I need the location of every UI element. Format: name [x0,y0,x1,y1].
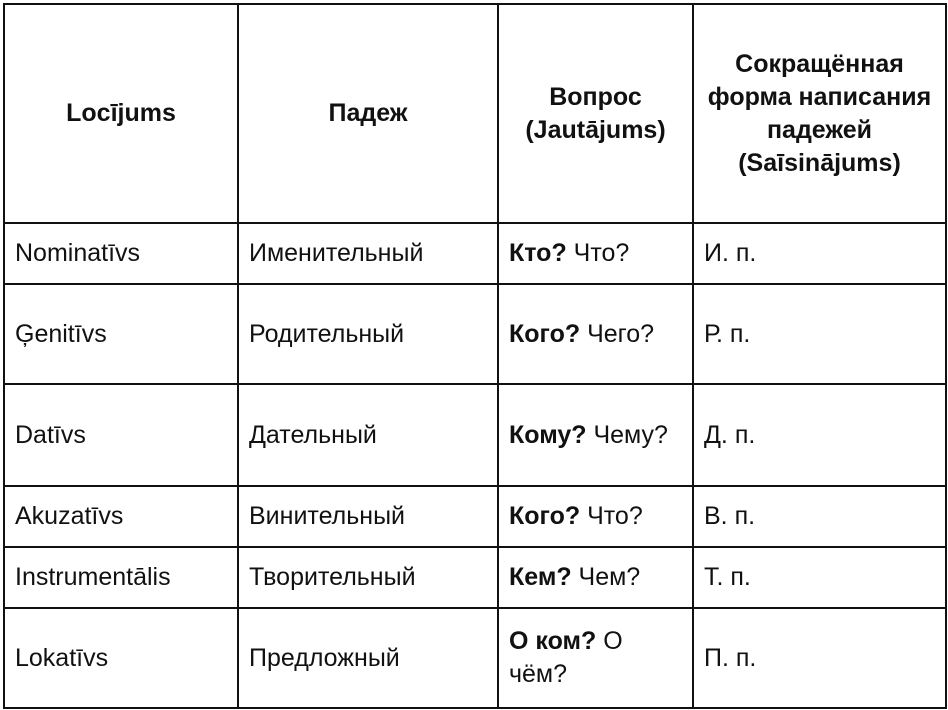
cell-question [498,384,693,486]
cell-lv: Nominatīvs [4,223,238,284]
cell-question [498,486,693,547]
table-row [4,223,946,284]
cell-abbr: П. п. [693,608,946,708]
cell-abbr: В. п. [693,486,946,547]
header-abbreviation: Сокращённая форма написания падежей (Saīsinājums) [693,4,946,223]
cell-question [498,608,693,708]
cell-question [498,547,693,608]
cell-ru: Предложный [238,608,498,708]
cell-lv: Datīvs [4,384,238,486]
question-alt: Что? [580,502,643,530]
cell-ru: Дательный [238,384,498,486]
table-row [4,547,946,608]
question-alt: Чего? [580,319,655,348]
cell-ru: Творительный [238,547,498,608]
cell-abbr: Д. п. [693,384,946,486]
question-alt: Чему? [586,420,668,449]
cell-abbr: И. п. [693,223,946,284]
cell-question [498,223,693,284]
question-alt: О чём? [509,627,623,688]
question-alt: Чем? [571,563,641,591]
question-main: Кого? [509,319,581,348]
table-row [4,384,946,486]
cases-table [3,3,947,709]
table-row [4,486,946,547]
cell-lv: Akuzatīvs [4,486,238,547]
cell-ru: Именительный [238,223,498,284]
cell-lv: Ģenitīvs [4,284,238,384]
table-row [4,284,946,384]
question-main: Кем? [509,563,572,591]
header-padezh: Падеж [238,4,498,223]
cell-question [498,284,693,384]
table-row [4,608,946,708]
question-main: Кому? [509,420,587,449]
question-main: Кого? [509,502,581,530]
header-locijums: Locījums [4,4,238,223]
question-alt: Что? [566,239,630,267]
header-vopros: Вопрос (Jautājums) [498,4,693,223]
cell-lv: Instrumentālis [4,547,238,608]
cell-abbr: Р. п. [693,284,946,384]
cell-lv: Lokatīvs [4,608,238,708]
cell-ru: Винительный [238,486,498,547]
header-row [4,4,946,223]
cell-ru: Родительный [238,284,498,384]
question-main: О ком? [509,627,597,655]
cell-abbr: Т. п. [693,547,946,608]
question-main: Кто? [509,239,567,267]
